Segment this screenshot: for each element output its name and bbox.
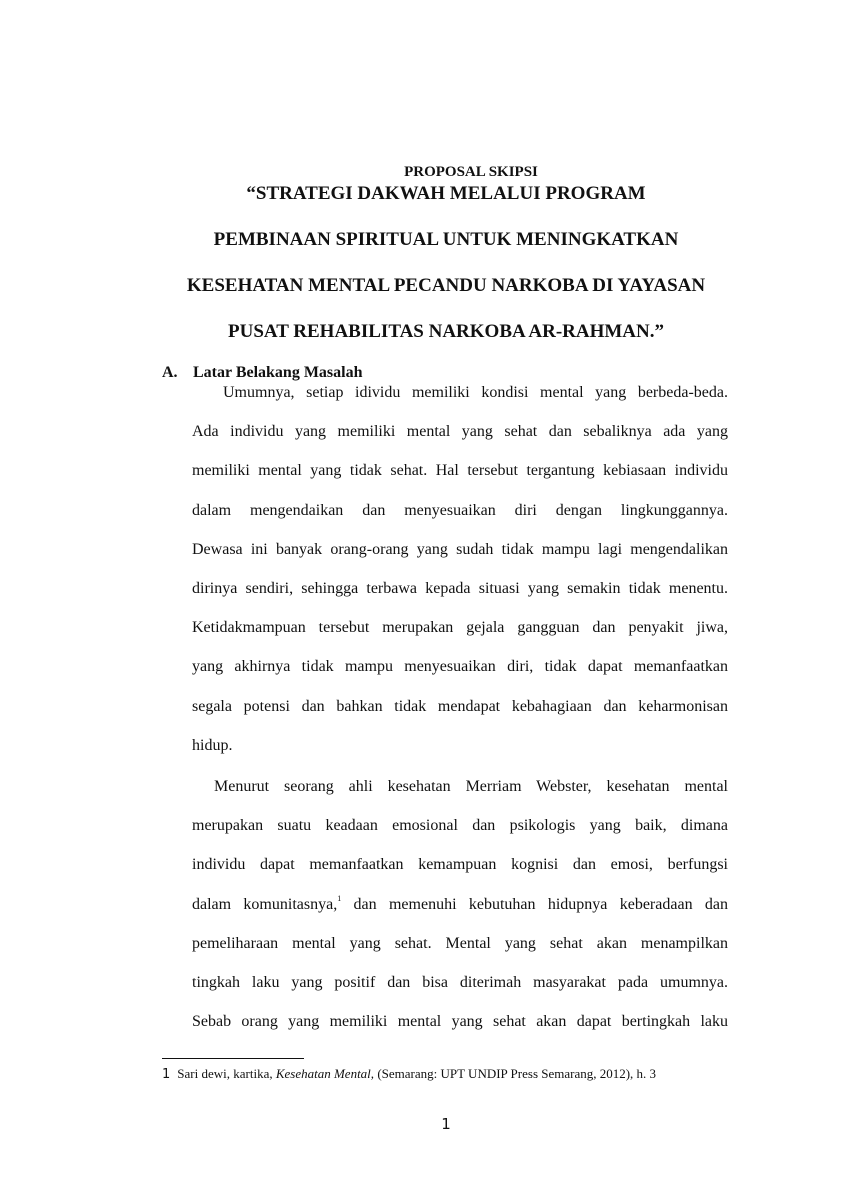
text-line: Sebab orang yang memiliki mental yang sehat akan dapat bertingkah laku xyxy=(192,1013,728,1031)
text-fragment: dan memenuhi kebutuhan hidupnya keberadaan dan xyxy=(353,895,729,913)
text-line xyxy=(192,885,728,924)
footnote-book-title: Kesehatan Mental, xyxy=(275,1066,375,1081)
document-type: PROPOSAL SKIPSI xyxy=(404,164,538,180)
footnote xyxy=(162,1066,656,1083)
text-line: individu dapat memanfaatkan kemampuan kognisi dan emosi, berfungsi xyxy=(192,856,728,874)
text-line: Umumnya, setiap idividu memiliki kondisi mental yang berbeda-beda. xyxy=(223,384,728,401)
text-line: hidup. xyxy=(192,736,233,754)
body-paragraph-1 xyxy=(192,373,728,765)
text-line: pemeliharaan mental yang sehat. Mental yang sehat akan menampilkan xyxy=(192,934,728,952)
footnote-publication: (Semarang: UPT UNDIP Press Semarang, 2012), h. 3 xyxy=(377,1066,657,1081)
text-fragment: dalam komunitasnya, xyxy=(192,895,338,913)
footnote-number: 1 xyxy=(162,1067,171,1082)
text-line: Ketidakmampuan tersebut merupakan gejala gangguan dan penyakit jiwa, xyxy=(192,619,728,637)
text-line: Ada individu yang memiliki mental yang sehat dan sebaliknya ada yang xyxy=(192,423,728,441)
title-line: PUSAT REHABILITAS NARKOBA AR-RAHMAN.” xyxy=(228,321,664,342)
body-paragraph-2 xyxy=(192,767,728,1041)
title-line: PEMBINAAN SPIRITUAL UNTUK MENINGKATKAN xyxy=(213,229,679,250)
text-line: Menurut seorang ahli kesehatan Merriam Webster, kesehatan mental xyxy=(214,778,728,795)
text-line: dirinya sendiri, sehingga terbawa kepada situasi yang semakin tidak menentu. xyxy=(192,579,728,597)
document-title xyxy=(0,179,850,363)
title-line: KESEHATAN MENTAL PECANDU NARKOBA DI YAYASAN xyxy=(186,275,706,296)
text-line: dalam mengendaikan dan menyesuaikan diri dengan lingkunggannya. xyxy=(192,501,728,519)
title-line: “STRATEGI DAKWAH MELALUI PROGRAM xyxy=(246,183,646,204)
text-line: segala potensi dan bahkan tidak mendapat kebahagiaan dan keharmonisan xyxy=(192,697,728,715)
footnote-reference[interactable]: 1 xyxy=(337,893,342,903)
text-line: merupakan suatu keadaan emosional dan psikologis yang baik, dimana xyxy=(192,817,728,835)
text-line: Dewasa ini banyak orang-orang yang sudah tidak mampu lagi mengendalikan xyxy=(192,540,728,558)
text-line: memiliki mental yang tidak sehat. Hal tersebut tergantung kebiasaan individu xyxy=(192,462,728,480)
footnote-divider xyxy=(162,1058,304,1059)
page-number: 1 xyxy=(441,1115,451,1133)
footnote-author: Sari dewi, kartika, xyxy=(177,1066,273,1081)
section-letter: A. xyxy=(162,364,178,381)
text-line: yang akhirnya tidak mampu menyesuaikan diri, tidak dapat memanfaatkan xyxy=(192,658,728,676)
text-line: tingkah laku yang positif dan bisa diterimah masyarakat pada umumnya. xyxy=(192,973,728,991)
section-title: Latar Belakang Masalah xyxy=(193,364,363,381)
